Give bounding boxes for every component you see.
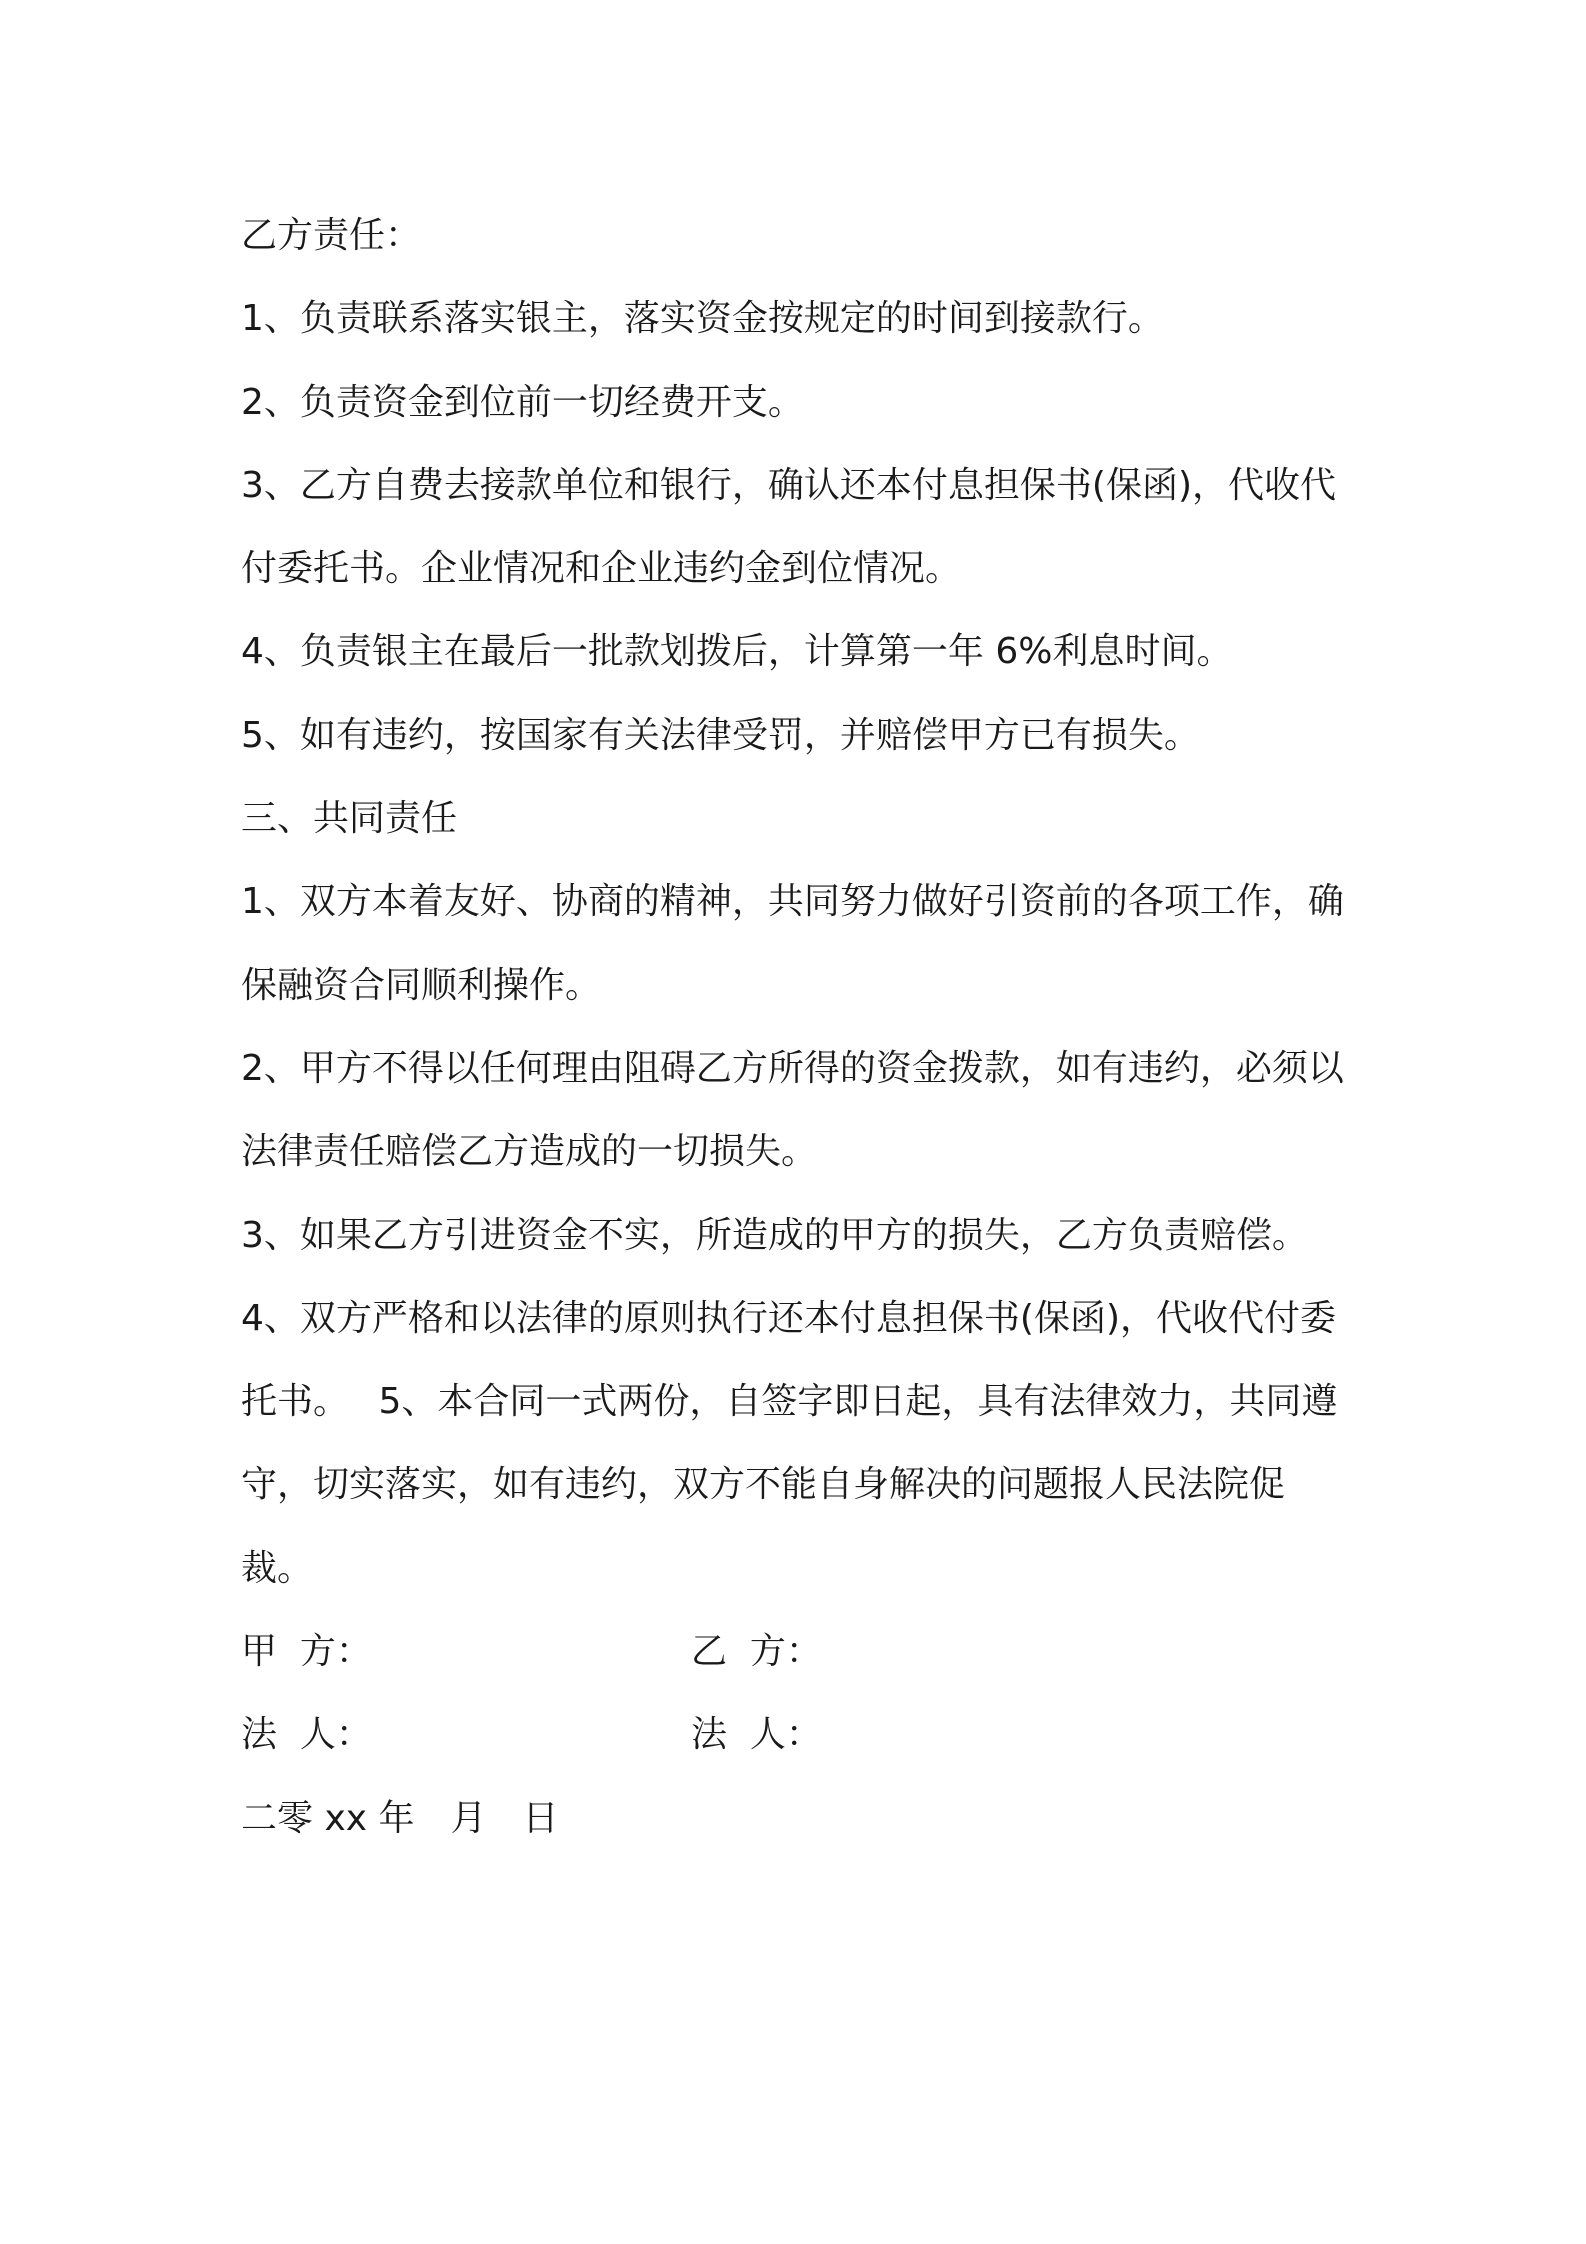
party-a-label: 甲 方：: [241, 1631, 372, 1673]
signature-row-parties: [241, 1610, 1351, 1693]
joint-item-3: 3、如果乙方引进资金不实，所造成的甲方的损失，乙方负责赔偿。: [241, 1214, 1308, 1256]
joint-item-2: 2、甲方不得以任何理由阻碍乙方所得的资金拨款，如有违约，必须以法律责任赔偿乙方造成的一切损失。: [241, 1047, 1344, 1173]
party-b-item-2: 2、负责资金到位前一切经费开支。: [241, 381, 804, 423]
document-body: [241, 194, 1351, 1860]
legal-rep-b-label: 法 人：: [691, 1714, 822, 1756]
signature-row-legal: [241, 1693, 1351, 1776]
joint-item-1: 1、双方本着友好、协商的精神，共同努力做好引资前的各项工作，确保融资合同顺利操作。: [241, 881, 1344, 1006]
date-line: 二零 xx 年 月 日: [241, 1797, 559, 1839]
section-heading-party-b: 乙方责任：: [241, 215, 422, 256]
party-b-item-5: 5、如有违约，按国家有关法律受罚，并赔偿甲方已有损失。: [241, 714, 1200, 756]
party-b-item-1: 1、负责联系落实银主，落实资金按规定的时间到接款行。: [241, 298, 1164, 340]
party-b-item-4: 4、负责银主在最后一批款划拨后，计算第一年 6%利息时间。: [241, 631, 1233, 673]
joint-item-4: 4、双方严格和以法律的原则执行还本付息担保书(保函)，代收代付委托书。 5、本合同一式两份，自签字即日起，具有法律效力，共同遵守，切实落实，如有违约，双方不能自身解决的问题报人民法院促裁。: [241, 1297, 1338, 1589]
section-heading-joint: 三、共同责任: [241, 798, 458, 840]
legal-rep-a-label: 法 人：: [241, 1714, 372, 1756]
party-b-item-3: 3、乙方自费去接款单位和银行，确认还本付息担保书(保函)，代收代付委托书。企业情况和企业违约金到位情况。: [241, 464, 1336, 590]
party-b-label: 乙 方：: [691, 1631, 822, 1673]
